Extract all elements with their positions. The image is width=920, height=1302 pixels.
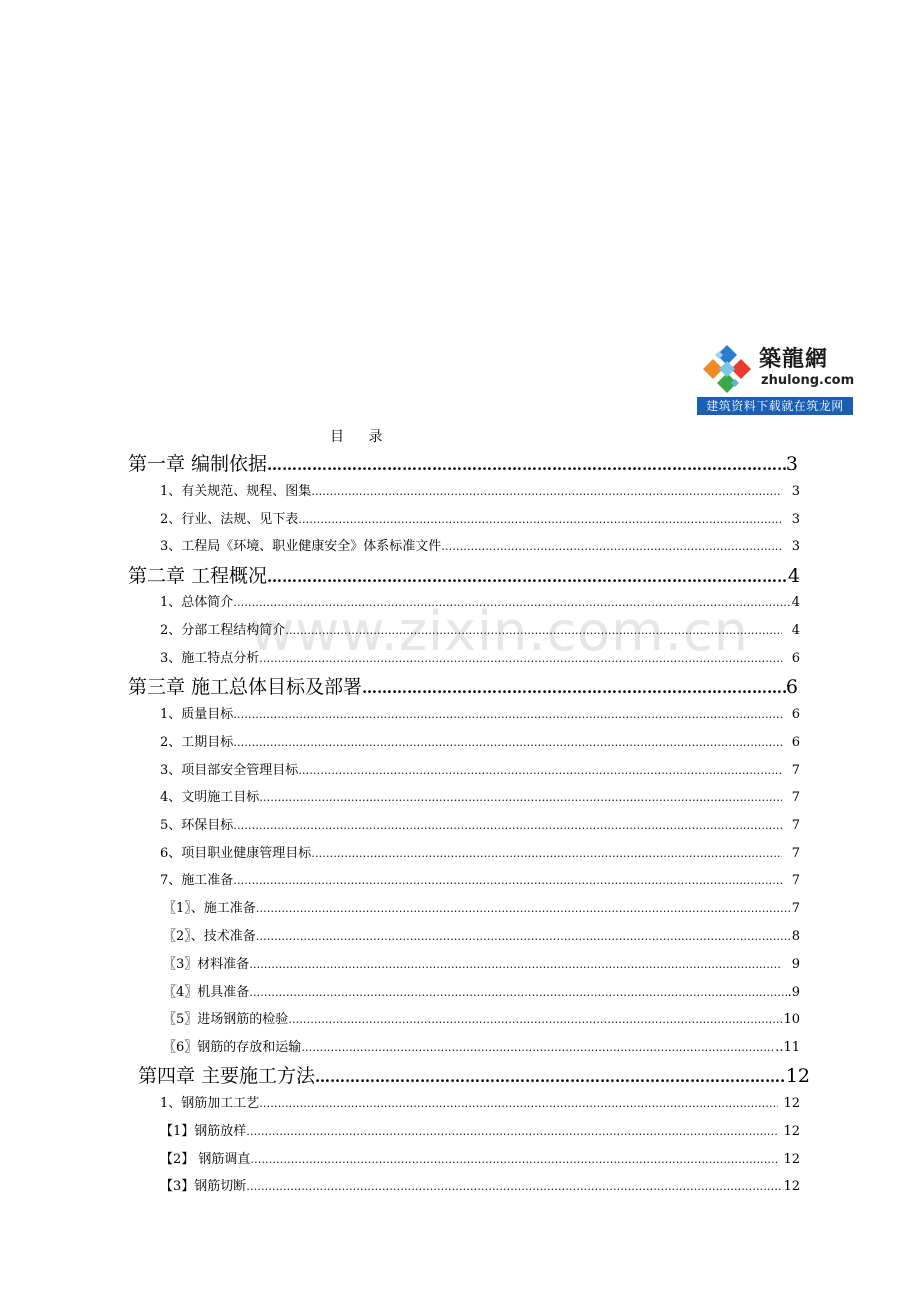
toc-entry-text: 3、施工特点分析 — [160, 651, 260, 666]
logo-domain: zhulong.com — [761, 373, 855, 388]
toc-page-number: .9 — [787, 985, 800, 1000]
toc-item[interactable] — [160, 591, 800, 613]
toc-chapter[interactable] — [128, 449, 798, 475]
toc-subitem[interactable] — [163, 1008, 800, 1030]
toc-subitem[interactable] — [163, 925, 800, 947]
toc-item[interactable] — [160, 508, 800, 530]
toc-item[interactable] — [160, 814, 800, 836]
toc-page-number: 3 — [791, 539, 800, 554]
zhulong-logo — [697, 339, 853, 415]
toc-item[interactable] — [160, 731, 800, 753]
toc-entry-text: 〖5〗进场钢筋的检验 — [163, 1012, 289, 1027]
toc-leader — [233, 736, 782, 749]
toc-chapter[interactable] — [128, 672, 798, 698]
toc-entry-text: 2、分部工程结构简介 — [160, 623, 286, 638]
toc-leader — [315, 1068, 786, 1086]
toc-entry-text: 4、文明施工目标 — [160, 790, 260, 805]
toc-page-number: 6 — [791, 707, 800, 722]
toc-page-number: 7 — [791, 846, 800, 861]
toc-item[interactable] — [160, 759, 800, 781]
toc-item[interactable] — [160, 535, 800, 557]
toc-leader — [267, 568, 788, 586]
toc-leader — [259, 652, 782, 665]
toc-entry-text: 第二章 工程概况 — [128, 565, 268, 587]
toc-leader — [301, 1041, 775, 1054]
toc-leader — [285, 624, 782, 637]
toc-chapter[interactable] — [128, 561, 800, 587]
toc-page-number: 7 — [791, 818, 800, 833]
toc-leader — [249, 986, 787, 999]
toc-item[interactable] — [160, 619, 800, 641]
toc-leader — [298, 513, 782, 526]
toc-entry-text: 【3】钢筋切断 — [160, 1179, 247, 1194]
toc-leader — [233, 596, 791, 609]
watermark: www.zixin.com.cn — [250, 600, 749, 663]
logo-tagline: 建筑资料下载就在筑龙网 — [697, 397, 853, 415]
toc-page-number: 12 — [785, 1065, 810, 1087]
toc-entry-text: 〖1〗、施工准备 — [163, 901, 256, 916]
toc-page-number: 3 — [791, 512, 800, 527]
toc-entry-text: 7、施工准备 — [160, 873, 234, 888]
toc-page-number: 6 — [785, 676, 798, 698]
toc-entry-text: 1、有关规范、规程、图集 — [160, 484, 312, 499]
toc-page-number: 9 — [791, 957, 800, 972]
toc-page-number: 4 — [791, 595, 800, 610]
toc-leader — [250, 1153, 778, 1166]
toc-subitem[interactable] — [163, 1036, 800, 1058]
toc-leader — [233, 874, 782, 887]
toc-page-number: 10 — [783, 1012, 800, 1027]
toc-item[interactable] — [160, 869, 800, 891]
toc-leader — [233, 708, 782, 721]
toc-title: 目 录 — [330, 429, 393, 445]
toc-entry-text: 3、项目部安全管理目标 — [160, 763, 299, 778]
toc-leader — [246, 1125, 778, 1138]
toc-page-number: 3 — [785, 453, 798, 475]
diamond-icon — [701, 343, 753, 395]
toc-entry-text: 〖3〗材料准备 — [163, 957, 250, 972]
toc-subitem[interactable] — [160, 1175, 800, 1197]
toc-page-number: 6 — [791, 651, 800, 666]
toc-page-number: 4 — [791, 623, 800, 638]
toc-entry-text: 【1】钢筋放样 — [160, 1124, 247, 1139]
toc-item[interactable] — [160, 786, 800, 808]
toc-entry-text: 1、钢筋加工工艺 — [160, 1096, 260, 1111]
toc-item[interactable] — [160, 703, 800, 725]
toc-leader — [267, 456, 786, 474]
toc-entry-text: 6、项目职业健康管理目标 — [160, 846, 312, 861]
toc-leader — [256, 902, 792, 915]
toc-entry-text: 第四章 主要施工方法 — [138, 1065, 316, 1087]
toc-leader — [246, 1180, 783, 1193]
toc-leader — [362, 679, 786, 697]
toc-entry-text: 【2】 钢筋调直 — [160, 1152, 251, 1167]
toc-item[interactable] — [160, 480, 800, 502]
toc-item[interactable] — [160, 1092, 800, 1114]
toc-entry-text: 第一章 编制依据 — [128, 453, 268, 475]
toc-leader — [249, 958, 782, 971]
toc-item[interactable] — [160, 647, 800, 669]
toc-leader — [441, 540, 782, 553]
toc-entry-text: 〖2〗、技术准备 — [163, 929, 256, 944]
toc-leader — [259, 791, 782, 804]
toc-subitem[interactable] — [160, 1148, 800, 1170]
toc-leader — [288, 1013, 783, 1026]
toc-entry-text: 第三章 施工总体目标及部署 — [128, 676, 363, 698]
toc-leader — [259, 1097, 778, 1110]
toc-page-number: 12 — [783, 1096, 800, 1111]
toc-page-number: 12 — [783, 1179, 800, 1194]
toc-subitem[interactable] — [163, 897, 800, 919]
toc-entry-text: 1、总体简介 — [160, 595, 234, 610]
toc-leader — [256, 930, 792, 943]
toc-page-number: 7 — [791, 790, 800, 805]
toc-entry-text: 〖4〗机具准备 — [163, 985, 250, 1000]
toc-entry-text: 3、工程局《环境、职业健康安全》体系标准文件 — [160, 539, 442, 554]
logo-top — [697, 339, 853, 397]
toc-item[interactable] — [160, 842, 800, 864]
toc-subitem[interactable] — [160, 1120, 800, 1142]
toc-subitem[interactable] — [163, 953, 800, 975]
toc-page-number: 3 — [791, 484, 800, 499]
toc-leader — [311, 485, 782, 498]
toc-page-number: 8 — [791, 929, 800, 944]
toc-leader — [311, 847, 782, 860]
toc-entry-text: 2、工期目标 — [160, 735, 234, 750]
toc-chapter[interactable] — [138, 1061, 810, 1087]
logo-name-cn: 築龍網 — [759, 347, 829, 372]
toc-page-number: 4 — [787, 565, 800, 587]
toc-page-number: 7 — [791, 763, 800, 778]
toc-entry-text: 〖6〗钢筋的存放和运输 — [163, 1040, 302, 1055]
toc-page-number: 12 — [783, 1152, 800, 1167]
toc-leader — [233, 819, 782, 832]
toc-entry-text: 2、行业、法规、见下表 — [160, 512, 299, 527]
toc-entry-text: 1、质量目标 — [160, 707, 234, 722]
toc-page-number: 6 — [791, 735, 800, 750]
toc-subitem[interactable] — [163, 981, 800, 1003]
toc-leader — [298, 764, 782, 777]
toc-page-number: 12 — [783, 1124, 800, 1139]
toc-page-number: 7 — [791, 873, 800, 888]
toc-entry-text: 5、环保目标 — [160, 818, 234, 833]
toc-page-number: 7 — [791, 901, 800, 916]
toc-page-number: ..11 — [775, 1040, 800, 1055]
